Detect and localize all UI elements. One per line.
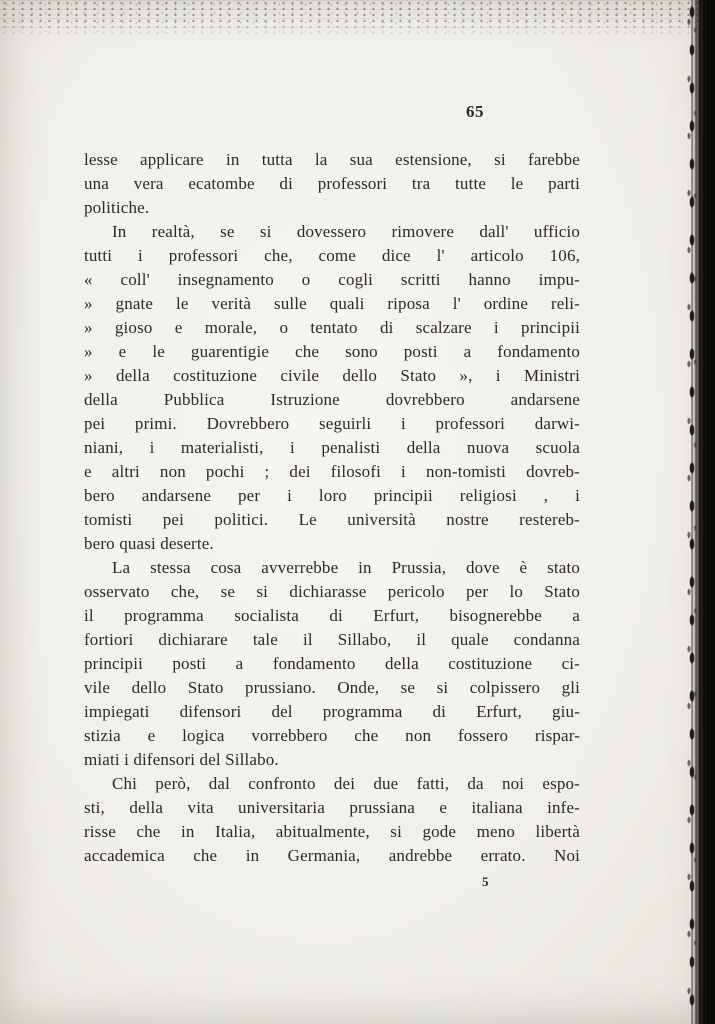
text-line: sti, della vita universitaria prussiana e italiana infe- <box>84 798 580 817</box>
paragraph <box>84 556 580 772</box>
text-line: » gioso e morale, o tentato di scalzare i principii <box>84 318 580 337</box>
page-number: 65 <box>466 102 484 121</box>
text-line: « coll' insegnamento o cogli scritti hanno impu- <box>84 270 580 289</box>
text-line: stizia e logica vorrebbero che non fossero rispar- <box>84 726 580 745</box>
text-line: politiche. <box>84 198 150 217</box>
text-line: » gnate le verità sulle quali riposa l' ordine reli- <box>84 294 580 313</box>
text-line: In realtà, se si dovessero rimovere dall' ufficio <box>112 222 580 241</box>
signature-mark: 5 <box>482 874 489 889</box>
scan-noise-top <box>0 0 699 38</box>
text-line: risse che in Italia, abitualmente, si gode meno libertà <box>84 822 580 841</box>
text-line: pei primi. Dovrebbero seguirli i professori darwi- <box>84 414 580 433</box>
text-line: » della costituzione civile dello Stato », i Ministri <box>84 366 580 385</box>
text-line: lesse applicare in tutta la sua estensione, si farebbe <box>84 150 580 169</box>
text-line: miati i difensori del Sillabo. <box>84 750 279 769</box>
text-line: niani, i materialisti, i penalisti della nuova scuola <box>84 438 580 457</box>
text-line: bero quasi deserte. <box>84 534 214 553</box>
paragraph <box>84 220 580 556</box>
text-line: e altri non pochi ; dei filosofi i non-tomisti dovreb- <box>84 462 580 481</box>
text-line: della Pubblica Istruzione dovrebbero andarsene <box>84 390 580 409</box>
text-line: il programma socialista di Erfurt, bisognerebbe a <box>84 606 580 625</box>
text-line: una vera ecatombe di professori tra tutte le parti <box>84 174 580 193</box>
text-line: » e le guarentigie che sono posti a fondamento <box>84 342 580 361</box>
text-block <box>84 148 580 868</box>
text-line: tomisti pei politici. Le università nostre restereb- <box>84 510 580 529</box>
paragraph <box>84 148 580 220</box>
text-line: osservato che, se si dichiarasse pericolo per lo Stato <box>84 582 580 601</box>
text-line: fortiori dichiarare tale il Sillabo, il quale condanna <box>84 630 580 649</box>
text-line: La stessa cosa avverrebbe in Prussia, dove è stato <box>112 558 580 577</box>
paragraph <box>84 772 580 868</box>
text-line: principii posti a fondamento della costituzione ci- <box>84 654 580 673</box>
text-line: tutti i professori che, come dice l' articolo 106, <box>84 246 580 265</box>
text-line: bero andarsene per i loro principii religiosi , i <box>84 486 580 505</box>
text-line: Chi però, dal confronto dei due fatti, da noi espo- <box>112 774 580 793</box>
text-line: vile dello Stato prussiano. Onde, se si colpissero gli <box>84 678 580 697</box>
text-line: impiegati difensori del programma di Erfurt, giu- <box>84 702 580 721</box>
book-edge-shadow <box>691 0 715 1024</box>
text-line: accademica che in Germania, andrebbe errato. Noi <box>84 846 580 865</box>
